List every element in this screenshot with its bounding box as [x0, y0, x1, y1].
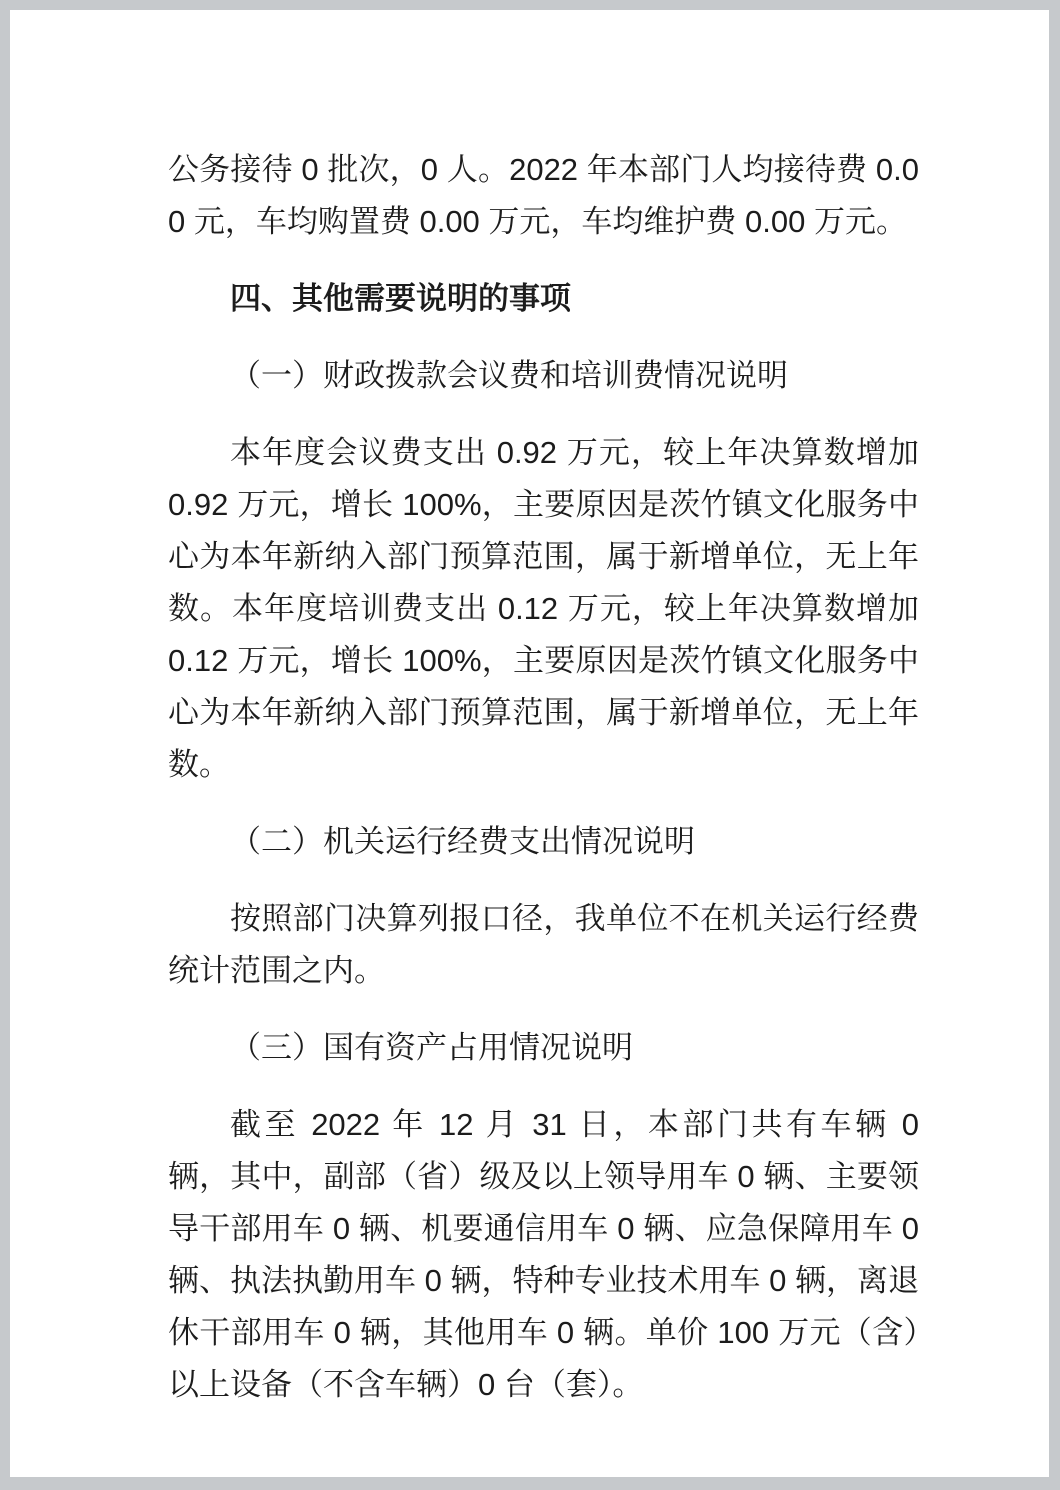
document-page	[10, 10, 1049, 1477]
section-heading-other-matters: 四、其他需要说明的事项	[230, 281, 571, 316]
body-paragraph: 公务接待 0 批次，0 人。2022 年本部门人均接待费 0.00 元，车均购置费 0.00 万元，车均维护费 0.00 万元。	[168, 152, 919, 239]
subsection-heading-operating-expenses: （二）机关运行经费支出情况说明	[230, 824, 695, 859]
body-paragraph: 按照部门决算列报口径，我单位不在机关运行经费统计范围之内。	[168, 901, 919, 988]
subsection-heading-state-assets: （三）国有资产占用情况说明	[230, 1030, 633, 1065]
body-paragraph: 本年度会议费支出 0.92 万元，较上年决算数增加 0.92 万元，增长 100%，主要原因是茨竹镇文化服务中心为本年新纳入部门预算范围，属于新增单位，无上年数。本年度培训费支出 0.12 万元，较上年决算数增加 0.12 万元，增长 100%，主要原因是茨竹镇文化服务中心为本年新纳入部门预算范围，属于新增单位，无上年数。	[168, 435, 919, 782]
subsection-heading-meeting-training-fees: （一）财政拨款会议费和培训费情况说明	[230, 358, 788, 393]
document-content	[10, 10, 1049, 1411]
body-paragraph: 截至 2022 年 12 月 31 日，本部门共有车辆 0 辆，其中，副部（省）级及以上领导用车 0 辆、主要领导干部用车 0 辆、机要通信用车 0 辆、应急保障用车 0 辆、执法执勤用车 0 辆，特种专业技术用车 0 辆，离退休干部用车 0 辆，其他用车 0 辆。单价 100 万元（含）以上设备（不含车辆）0 台（套）。	[168, 1107, 919, 1402]
